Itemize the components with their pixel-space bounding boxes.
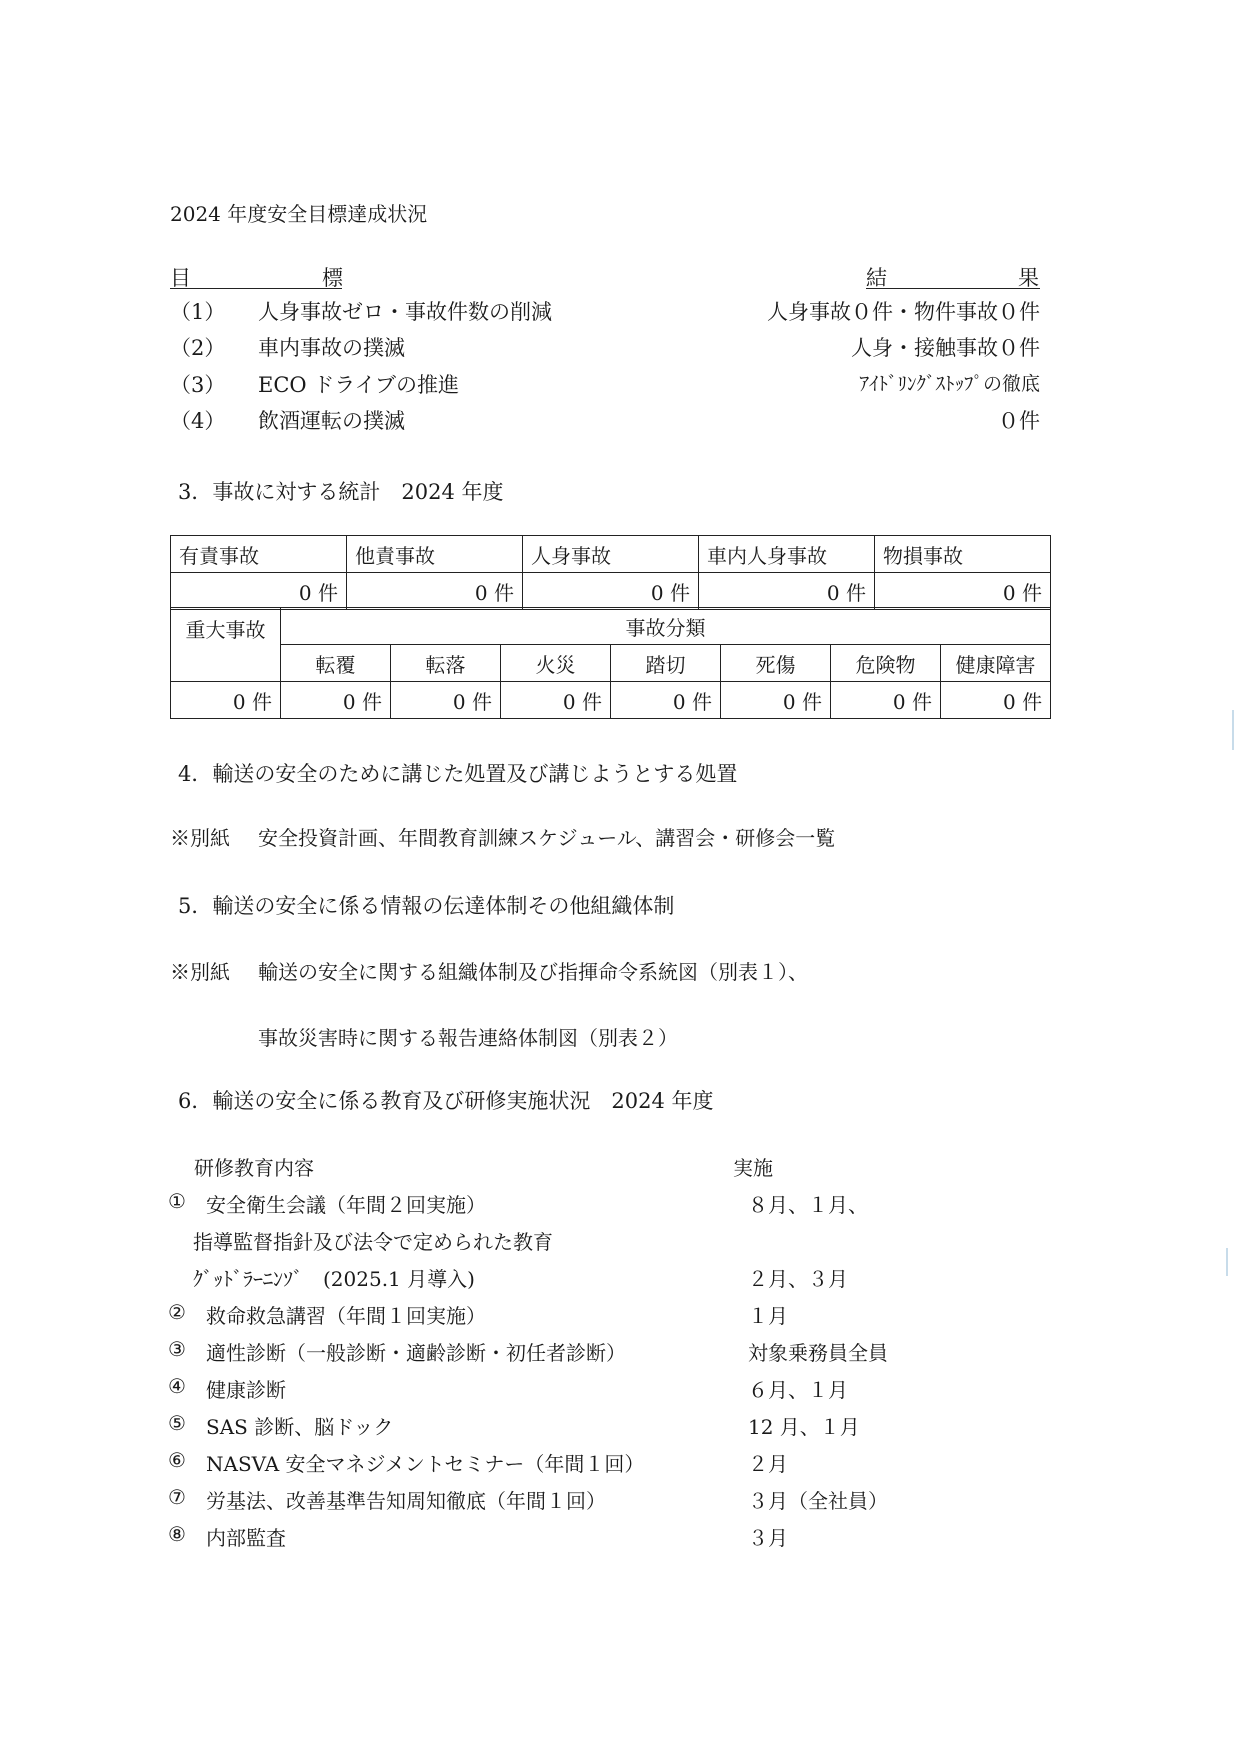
table-cell: 0 件 xyxy=(831,682,941,719)
table-header: 転覆 xyxy=(281,645,391,682)
training-row: ⑤ SAS 診断、脳ドック 12 月、１月 xyxy=(168,1411,860,1439)
training-header-schedule: 実施 xyxy=(733,1156,773,1180)
accident-stats-table-bottom xyxy=(170,607,1051,719)
table-cell: 0 件 xyxy=(281,682,391,719)
table-row xyxy=(171,682,1051,719)
accident-stats-table-top xyxy=(170,535,1051,610)
table-cell: 0 件 xyxy=(721,682,831,719)
table-cell: 0 件 xyxy=(875,573,1051,610)
table-header: 車内人身事故 xyxy=(699,536,875,573)
table-row xyxy=(171,573,1051,610)
table-header: 他責事故 xyxy=(347,536,523,573)
section-3-title: 3．事故に対する統計 2024 年度 xyxy=(178,480,504,504)
section-5-note-line1: 輸送の安全に関する組織体制及び指揮命令系統図（別表１）、 xyxy=(258,960,808,984)
result-header-right: 果 xyxy=(1018,266,1039,290)
table-header: 危険物 xyxy=(831,645,941,682)
table-row xyxy=(171,645,1051,682)
table-cell: 0 件 xyxy=(699,573,875,610)
training-row: ③ 適性診断（一般診断・適齢診断・初任者診断） 対象乗務員全員 xyxy=(168,1337,888,1365)
table-header: 健康障害 xyxy=(941,645,1051,682)
table-cell: 0 件 xyxy=(941,682,1051,719)
table-header: 踏切 xyxy=(611,645,721,682)
section-4-note: 安全投資計画、年間教育訓練スケジュール、講習会・研修会一覧 xyxy=(258,826,836,850)
goal-row: （3） ECO ドライブの推進 ｱｲﾄﾞﾘﾝｸﾞｽﾄｯﾌﾟの徹底 xyxy=(170,373,1040,397)
training-row: ② 救命救急講習（年間１回実施） １月 xyxy=(168,1300,788,1328)
training-row: ｸﾞｯﾄﾞﾗｰﾆﾝｿﾞ (2025.1 月導入) ２月、３月 xyxy=(193,1267,848,1291)
training-row: ⑥ NASVA 安全マネジメントセミナー（年間１回） ２月 xyxy=(168,1448,788,1476)
table-header: 死傷 xyxy=(721,645,831,682)
goal-row: （4） 飲酒運転の撲滅 ０件 xyxy=(170,409,1040,433)
scan-mark xyxy=(1232,710,1234,750)
section-5-note-prefix: ※別紙 xyxy=(170,960,230,984)
table-cell: 0 件 xyxy=(523,573,699,610)
classification-label: 事故分類 xyxy=(281,608,1051,645)
table-header: 有責事故 xyxy=(171,536,347,573)
table-cell: 0 件 xyxy=(501,682,611,719)
table-header: 人身事故 xyxy=(523,536,699,573)
training-header-content: 研修教育内容 xyxy=(194,1156,314,1180)
table-header: 火災 xyxy=(501,645,611,682)
training-row: ① 安全衛生会議（年間２回実施） ８月、１月、 xyxy=(168,1189,868,1217)
training-row: 指導監督指針及び法令で定められた教育 xyxy=(193,1230,553,1254)
section-5-note-line2: 事故災害時に関する報告連絡体制図（別表２） xyxy=(258,1026,678,1050)
table-cell: 0 件 xyxy=(391,682,501,719)
section-4-note-prefix: ※別紙 xyxy=(170,826,230,850)
section-5-title: 5．輸送の安全に係る情報の伝達体制その他組織体制 xyxy=(178,894,675,918)
table-header: 転落 xyxy=(391,645,501,682)
table-cell: 0 件 xyxy=(611,682,721,719)
goal-header-underline xyxy=(170,288,342,289)
result-header-underline xyxy=(866,288,1040,289)
table-row xyxy=(171,536,1051,573)
page-title: 2024 年度安全目標達成状況 xyxy=(170,202,428,226)
major-accident-label: 重大事故 xyxy=(171,608,281,682)
goal-header-left: 目 xyxy=(170,266,191,290)
goal-row: （2） 車内事故の撲滅 人身・接触事故０件 xyxy=(170,336,1040,360)
table-row xyxy=(171,608,1051,645)
table-header: 物損事故 xyxy=(875,536,1051,573)
table-cell: 0 件 xyxy=(347,573,523,610)
goal-row: （1） 人身事故ゼロ・事故件数の削減 人身事故０件・物件事故０件 xyxy=(170,300,1040,324)
training-row: ④ 健康診断 ６月、１月 xyxy=(168,1374,848,1402)
section-4-title: 4．輸送の安全のために講じた処置及び講じようとする処置 xyxy=(178,762,738,786)
result-header-left: 結 xyxy=(866,266,887,290)
table-cell: 0 件 xyxy=(171,573,347,610)
training-row: ⑦ 労基法、改善基準告知周知徹底（年間１回） ３月（全社員） xyxy=(168,1485,888,1513)
training-row: ⑧ 内部監査 ３月 xyxy=(168,1522,788,1550)
table-cell: 0 件 xyxy=(171,682,281,719)
scan-mark xyxy=(1226,1248,1228,1276)
section-6-title: 6．輸送の安全に係る教育及び研修実施状況 2024 年度 xyxy=(178,1089,714,1113)
goal-header-right: 標 xyxy=(322,266,343,290)
